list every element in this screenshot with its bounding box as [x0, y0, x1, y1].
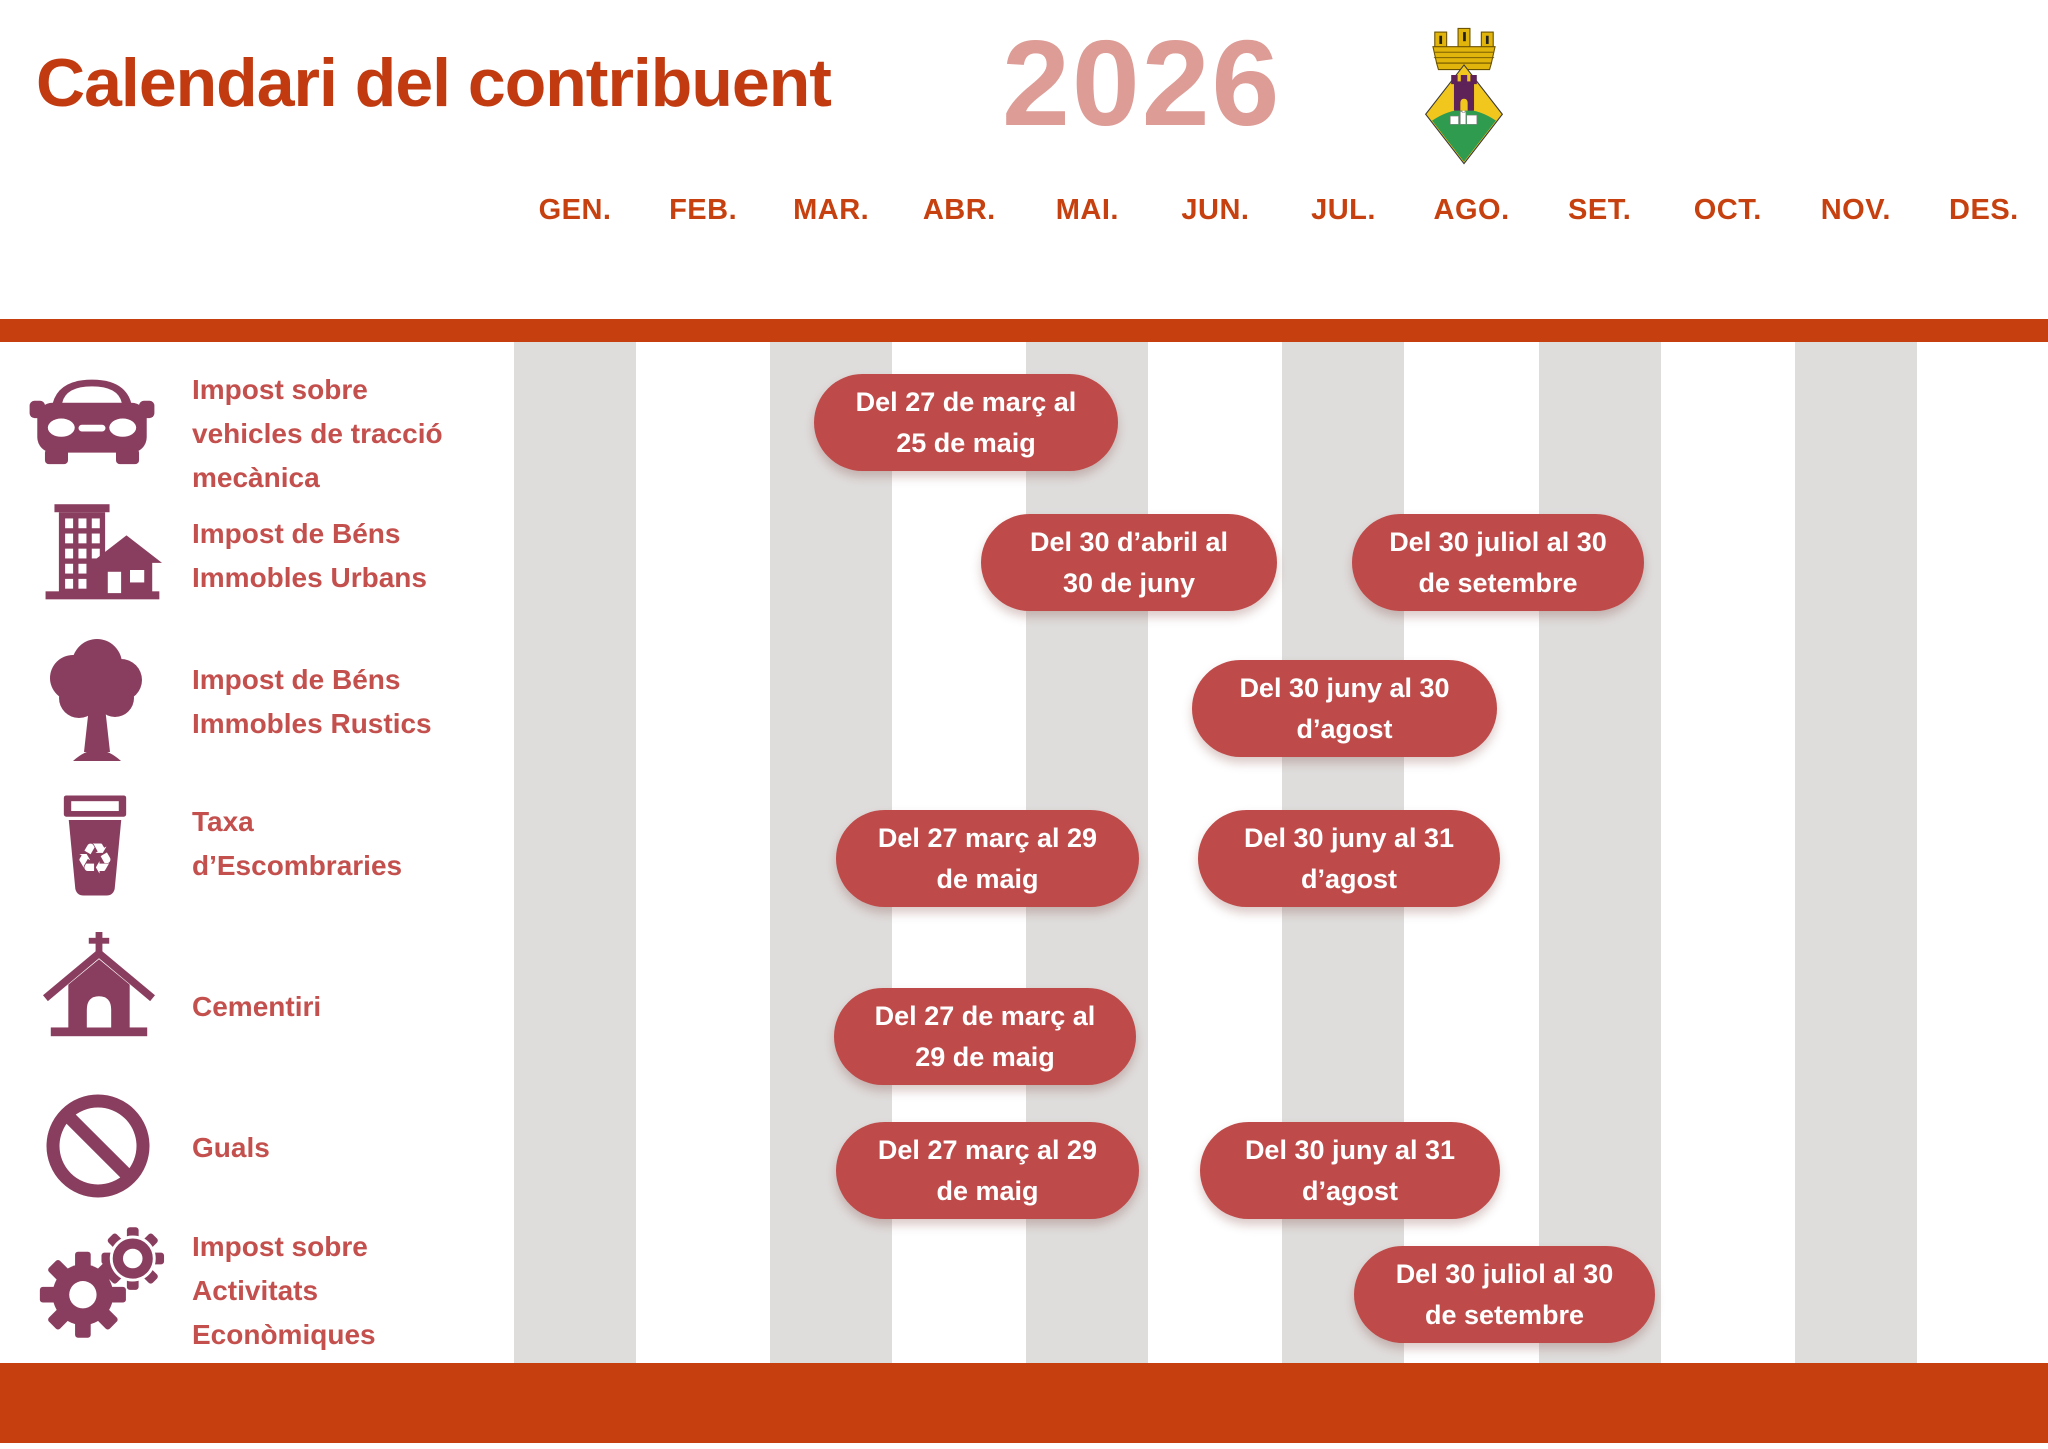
row-label-vehicles	[192, 368, 443, 500]
month-label: ABR.	[922, 193, 996, 226]
row-label-ibi-urbans	[192, 512, 427, 600]
column-stripe-nov	[1795, 342, 1917, 1363]
month-label: GEN.	[538, 193, 612, 226]
recycle-bin-icon	[54, 780, 136, 906]
label-line: Impost sobre	[192, 374, 368, 405]
label-line: Activitats	[192, 1275, 319, 1306]
period-line: Del 30 juny al 31	[1244, 1135, 1456, 1165]
period-pill	[981, 514, 1277, 611]
period-line: Del 27 de març al	[874, 1001, 1096, 1031]
period-line: de maig	[936, 863, 1039, 894]
period-line: d’agost	[1300, 863, 1397, 894]
period-line: d’agost	[1301, 1175, 1398, 1206]
period-line: 29 de maig	[915, 1041, 1055, 1072]
period-line: de setembre	[1424, 1299, 1585, 1330]
period-pill	[1352, 514, 1644, 611]
label-line: Guals	[192, 1132, 270, 1163]
period-line: Del 30 juny al 30	[1239, 673, 1450, 703]
month-label: MAR.	[793, 193, 870, 226]
period-pill	[836, 810, 1139, 907]
page-title: Calendari del contribuent	[36, 45, 831, 121]
church-icon	[38, 932, 160, 1044]
column-stripe-set	[1539, 342, 1661, 1363]
svg-text:♻: ♻	[75, 834, 115, 885]
year-label: 2026	[1002, 15, 1282, 151]
row-label-cementiri	[192, 985, 321, 1029]
month-label: FEB.	[669, 193, 738, 226]
car-icon	[28, 372, 156, 468]
period-line: d’agost	[1296, 713, 1393, 744]
period-line: Del 27 març al 29	[877, 1135, 1098, 1165]
label-line: Immobles Urbans	[192, 562, 427, 593]
period-line: de setembre	[1418, 567, 1578, 598]
period-pill	[814, 374, 1118, 471]
month-label: MAI.	[1055, 193, 1119, 226]
period-pill	[1192, 660, 1497, 757]
label-line: Impost de Béns	[192, 664, 401, 695]
no-entry-icon	[46, 1094, 150, 1198]
period-line: Del 30 juliol al 30	[1389, 527, 1607, 557]
label-line: Econòmiques	[192, 1319, 376, 1350]
month-label: JUN.	[1181, 193, 1250, 226]
period-line: Del 30 d’abril al	[1029, 527, 1229, 557]
period-pill	[834, 988, 1136, 1085]
label-line: Taxa	[192, 806, 254, 837]
period-pill	[1200, 1122, 1500, 1219]
row-label-guals	[192, 1126, 270, 1170]
period-line: 25 de maig	[896, 427, 1036, 458]
period-line: Del 30 juliol al 30	[1395, 1259, 1614, 1289]
row-label-ibi-rustics	[192, 658, 432, 746]
tree-icon	[32, 634, 158, 762]
period-line: de maig	[936, 1175, 1039, 1206]
label-line: Immobles Rustics	[192, 708, 432, 739]
month-label: DES.	[1949, 193, 2019, 226]
label-line: mecànica	[192, 462, 320, 493]
label-line: vehicles de tracció	[192, 418, 443, 449]
buildings-icon	[42, 498, 162, 602]
month-label: OCT.	[1693, 193, 1762, 226]
gears-icon	[34, 1222, 166, 1342]
label-line: d’Escombraries	[192, 850, 403, 881]
footer-bar	[0, 1363, 2048, 1443]
label-line: Impost de Béns	[192, 518, 401, 549]
label-line: Cementiri	[192, 991, 322, 1022]
period-line: Del 27 de març al	[855, 387, 1077, 417]
row-label-escombraries	[192, 800, 402, 888]
period-pill	[1354, 1246, 1655, 1343]
municipal-crest-icon	[1422, 26, 1506, 166]
month-label: JUL.	[1311, 193, 1376, 226]
period-pill	[836, 1122, 1139, 1219]
month-header-row	[511, 186, 2048, 234]
column-stripe-gen	[514, 342, 636, 1363]
label-line: Impost sobre	[192, 1231, 368, 1262]
month-label: NOV.	[1820, 193, 1891, 226]
period-line: Del 30 juny al 31	[1243, 823, 1455, 853]
row-label-iae	[192, 1225, 376, 1357]
header-divider-bar	[0, 319, 2048, 342]
period-pill	[1198, 810, 1500, 907]
period-line: 30 de juny	[1062, 567, 1196, 598]
month-label: AGO.	[1433, 193, 1510, 226]
month-label: SET.	[1568, 193, 1632, 226]
period-line: Del 27 març al 29	[877, 823, 1098, 853]
